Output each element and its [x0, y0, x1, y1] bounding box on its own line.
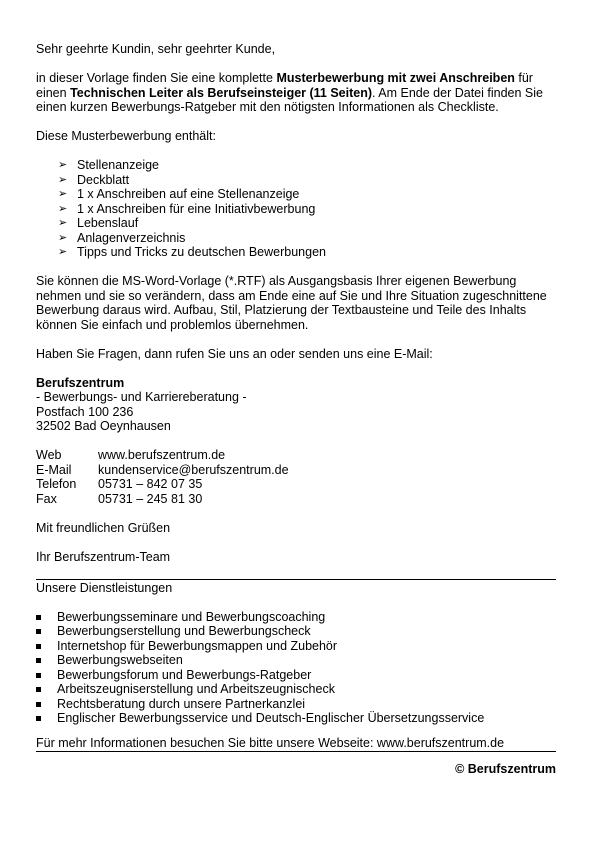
company-subtitle: - Bewerbungs- und Karriereberatung -	[36, 390, 247, 404]
intro-text-1: in dieser Vorlage finden Sie eine komplette	[36, 71, 277, 85]
intro-bold-1: Musterbewerbung mit zwei Anschreiben	[276, 71, 515, 85]
contact-row	[36, 477, 556, 492]
city: 32502 Bad Oeynhausen	[36, 419, 171, 433]
contact-block	[36, 448, 556, 506]
intro-text-2: für einen	[36, 71, 533, 100]
service-item-text: Englischer Bewerbungsservice und Deutsch-Englischer Übersetzungsservice	[57, 711, 485, 725]
service-item-text: Rechtsberatung durch unsere Partnerkanzlei	[57, 696, 306, 711]
arrow-bullet-icon: ➢	[58, 159, 68, 171]
contents-item-text: 1 x Anschreiben für eine Initiativbewerbung	[77, 201, 316, 216]
services-heading: Unsere Dienstleistungen	[36, 580, 173, 595]
arrow-bullet-icon: ➢	[58, 173, 68, 186]
closing: Mit freundlichen Grüßen	[36, 520, 171, 535]
service-item-text: Internetshop für Bewerbungsmappen und Zubehör	[57, 638, 338, 653]
intro-paragraph	[36, 71, 556, 115]
usage-paragraph: Sie können die MS-Word-Vorlage (*.RTF) als Ausgangsbasis Ihrer eigenen Bewerbung nehmen und sie so verändern, dass am Ende eine auf Sie und Ihre Situation zugeschnittene Bewerbung daraus wird. Aufbau, Stil, Platzierung der Textbausteine und Teile des Inhalts können Sie einfach und problemlos übernehmen.	[36, 274, 547, 332]
services-list	[36, 610, 556, 726]
square-bullet-icon	[36, 702, 41, 707]
signature: Ihr Berufszentrum-Team	[36, 549, 171, 564]
contact-value: 05731 – 842 07 35	[98, 477, 203, 491]
service-item-text: Bewerbungsseminare und Bewerbungscoaching	[57, 609, 326, 624]
square-bullet-icon	[36, 615, 41, 620]
square-bullet-icon	[36, 673, 41, 678]
arrow-bullet-icon: ➢	[58, 246, 68, 258]
contact-label: Fax	[36, 491, 57, 506]
service-item	[36, 639, 556, 654]
service-item-text: Bewerbungserstellung und Bewerbungscheck	[57, 624, 311, 638]
contact-row	[36, 492, 556, 507]
contents-item	[58, 216, 556, 231]
contact-row	[36, 448, 556, 463]
contents-item	[58, 173, 556, 188]
contents-item-text: Deckblatt	[77, 172, 130, 187]
arrow-bullet-icon: ➢	[58, 202, 68, 215]
arrow-bullet-icon: ➢	[58, 188, 68, 200]
square-bullet-icon	[36, 716, 41, 721]
contents-item-text: Stellenanzeige	[77, 158, 160, 172]
contact-value: www.berufszentrum.de	[98, 448, 226, 462]
divider	[36, 579, 556, 580]
contents-item-text: Anlagenverzeichnis	[77, 230, 186, 245]
contact-row	[36, 463, 556, 478]
contact-value: 05731 – 245 81 30	[98, 491, 203, 506]
greeting: Sehr geehrte Kundin, sehr geehrter Kunde,	[36, 42, 276, 56]
contents-item	[58, 245, 556, 260]
service-item	[36, 653, 556, 668]
contents-item-text: Tipps und Tricks zu deutschen Bewerbungen	[77, 245, 326, 259]
service-item	[36, 682, 556, 697]
service-item	[36, 610, 556, 625]
more-info-line: Für mehr Informationen besuchen Sie bitte unsere Webseite: www.berufszentrum.de	[36, 735, 505, 750]
contents-item	[58, 202, 556, 217]
intro-text-3: . Am Ende der Datei finden Sie einen kurzen Bewerbungs-Ratgeber mit den nötigsten Informationen als Checkliste.	[36, 85, 543, 114]
contents-item-text: 1 x Anschreiben auf eine Stellenanzeige	[77, 187, 300, 201]
arrow-bullet-icon: ➢	[58, 231, 68, 244]
contents-item	[58, 231, 556, 246]
contents-item	[58, 158, 556, 173]
service-item	[36, 668, 556, 683]
square-bullet-icon	[36, 644, 41, 649]
copyright: © Berufszentrum	[455, 762, 556, 776]
service-item-text: Bewerbungswebseiten	[57, 653, 183, 667]
contents-heading: Diese Musterbewerbung enthält:	[36, 129, 216, 143]
address-block	[36, 376, 556, 434]
service-item	[36, 697, 556, 712]
arrow-bullet-icon: ➢	[58, 217, 68, 229]
service-item-text: Arbeitszeugniserstellung und Arbeitszeugnischeck	[57, 682, 335, 696]
service-item-text: Bewerbungsforum und Bewerbungs-Ratgeber	[57, 667, 312, 682]
contact-value: kundenservice@berufszentrum.de	[98, 462, 289, 477]
document-page	[36, 42, 556, 777]
square-bullet-icon	[36, 629, 41, 634]
company-name: Berufszentrum	[36, 375, 125, 390]
intro-bold-2: Technischen Leiter als Berufseinsteiger (11 Seiten)	[70, 85, 373, 100]
contents-item	[58, 187, 556, 202]
service-item	[36, 711, 556, 726]
contact-label: Web	[36, 448, 62, 462]
contents-item-text: Lebenslauf	[77, 216, 139, 230]
square-bullet-icon	[36, 658, 41, 663]
service-item	[36, 624, 556, 639]
postbox: Postfach 100 236	[36, 404, 134, 419]
square-bullet-icon	[36, 687, 41, 692]
questions-line: Haben Sie Fragen, dann rufen Sie uns an oder senden uns eine E-Mail:	[36, 346, 433, 361]
contact-label: E-Mail	[36, 462, 72, 477]
contact-label: Telefon	[36, 477, 77, 491]
contents-list	[36, 158, 556, 260]
